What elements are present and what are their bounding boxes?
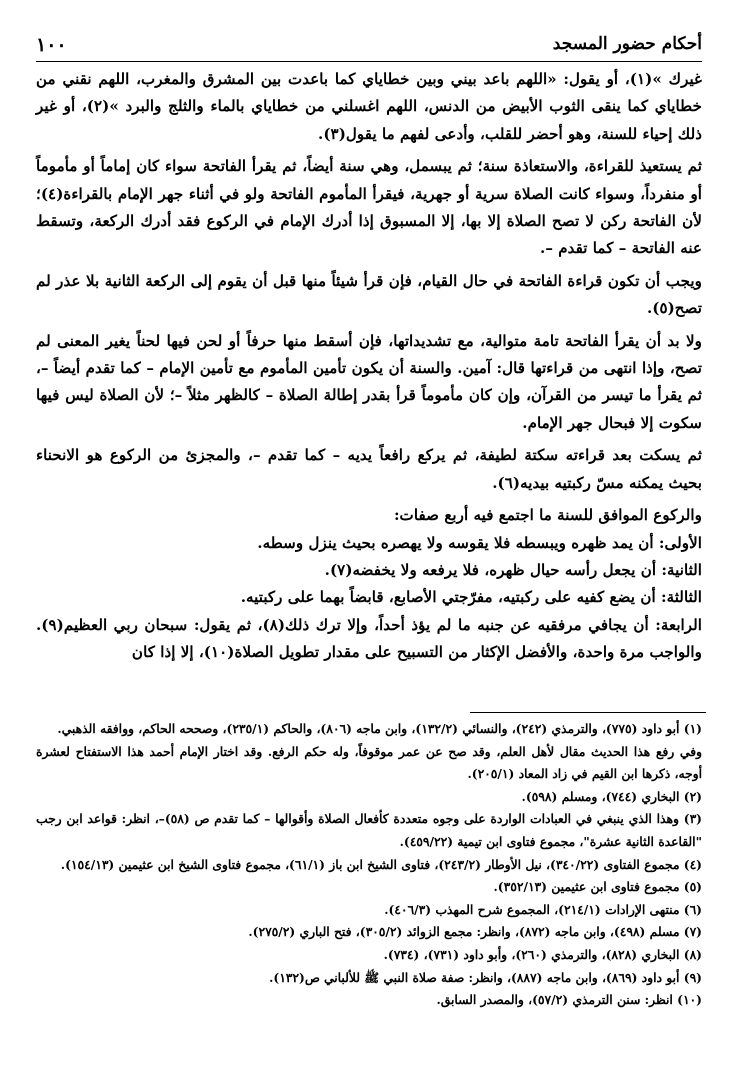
running-header — [36, 34, 702, 58]
paragraph: ثم يسكت بعد قراءته سكتة لطيفة، ثم يركع رافعاً يديه – كما تقدم –، والمجزئ من الركوع هو الانحناء بحيث يمكنه مسّ ركبتيه بيديه(٦). — [36, 446, 702, 492]
page-number: ١٠٠ — [36, 34, 67, 56]
book-title: أحكام حضور المسجد — [552, 34, 702, 54]
footnote: (٤) مجموع الفتاوى (٣٤٠/٢٢)، نيل الأوطار (٢٤٣/٢)، فتاوى الشيخ ابن باز (٦١/١)، مجموع فتاوى الشيخ ابن عثيمين (١٥٤/١٣). — [60, 856, 702, 872]
paragraph: الرابعة: أن يجافي مرفقيه عن جنبه ما لم يؤذ أحداً، وإلا ترك ذلك(٨)، ثم يقول: سبحان ربي العظيم(٩). والواجب مرة واحدة، والأفضل الإكثار من التسبيح على مقدار تطويل الصلاة(١٠)، إلا إذا كان — [36, 615, 702, 662]
paragraph: ولا بد أن يقرأ الفاتحة تامة متوالية، مع تشديداتها، فإن أسقط منها حرفاً أو لحن فيها لحناً يغير المعنى لم تصح، وإذا انتهى من قراءتها قال: آمين. والسنة أن يكون تأمين المأموم مع تأمين الإمام – كما تقدم أيضاً –، ثم يقرأ ما تيسر من القرآن، وإن كان مأموماً قرأ بقدر إطالة الصلاة – كالظهر مثلاً –؛ لأن الصلاة ليس فيها سكوت إلا فبحال جهر الإمام. — [36, 331, 702, 432]
paragraph: الثالثة: أن يضع كفيه على ركبتيه، مفرّجتي الأصابع، قابضاً بهما على ركبتيه. — [240, 588, 702, 607]
paragraph: الأولى: أن يمد ظهره ويبسطه فلا يقوسه ولا يهصره بحيث ينزل وسطه. — [257, 533, 702, 552]
paragraph: ويجب أن تكون قراءة الفاتحة في حال القيام، فإن قرأ شيئاً منها قبل أن يقوم إلى الركعة الثانية بلا عذر لم تصح(٥). — [36, 271, 702, 318]
footnote: (٨) البخاري (٨٢٨)، والترمذي (٢٦٠)، وأبو داود (٧٣١)، (٧٣٤). — [383, 946, 702, 962]
paragraph: غيرك »(١)، أو يقول: «اللهم باعد بيني وبين خطاياي كما باعدت بين المشرق والمغرب، اللهم نقني من خطاياي كما ينقى الثوب الأبيض من الدنس، اللهم اغسلني من خطاياي بالماء والثلج والبرد »(٢)، أو غير ذلك إحياء للسنة، وهو أحضر للقلب، وأدعى لفهم ما يقول(٣). — [36, 70, 703, 143]
paragraph: والركوع الموافق للسنة ما اجتمع فيه أربع صفات: — [393, 506, 702, 525]
footnote: (٩) أبو داود (٨٦٩)، وابن ماجه (٨٨٧)، وانظر: صفة صلاة النبي ﷺ للألباني ص(١٣٢). — [269, 969, 702, 985]
footnote-rule — [470, 712, 706, 713]
footnote: وفي رفع هذا الحديث مقال لأهل العلم، وقد صح عن عمر موقوفاً، وله حكم الرفع. وقد اختار الإمام أحمد هذا الاستفتاح لعشرة أوجه، ذكرها ابن القيم في زاد المعاد (٢٠٥/١). — [36, 743, 702, 782]
footnote: (٧) مسلم (٤٩٨)، وابن ماجه (٨٧٢)، وانظر: مجمع الزوائد (٣٠٥/٢)، فتح الباري (٢٧٥/٢). — [248, 924, 702, 940]
footnote: (١) أبو داود (٧٧٥)، والترمذي (٢٤٢)، والنسائي (١٣٢/٢)، وابن ماجه (٨٠٦)، والحاكم (٢٣٥/١)، وصححه الحاكم، ووافقه الذهبي. — [57, 721, 702, 736]
footnote: (٥) مجموع فتاوى ابن عثيمين (٣٥٢/١٣). — [493, 879, 702, 895]
footnote: (٦) منتهى الإرادات (٢١٤/١)، المجموع شرح المهذب (٤٠٦/٣). — [384, 901, 702, 917]
paragraph: ثم يستعيذ للقراءة، والاستعاذة سنة؛ ثم يبسمل، وهي سنة أيضاً، ثم يقرأ الفاتحة سواء كان إماماً أو مأموماً أو منفرداً، وسواء كانت الصلاة سرية أو جهرية، فيقرأ المأموم الفاتحة ولو في أثناء جهر الإمام بالقراءة(٤)؛ لأن الفاتحة ركن لا تصح الصلاة إلا بها، إلا المسبوق إذا أدرك الإمام في الركوع فقد أدرك الركعة، وتسقط عنه الفاتحة – كما تقدم –. — [36, 157, 702, 258]
paragraph: الثانية: أن يجعل رأسه حيال ظهره، فلا يرفعه ولا يخفضه(٧). — [324, 560, 702, 579]
main-text — [36, 66, 702, 667]
footnote: (١٠) انظر: سنن الترمذي (٥٧/٢)، والمصدر السابق. — [436, 992, 702, 1008]
footnote: (٢) البخاري (٧٤٤)، ومسلم (٥٩٨). — [521, 788, 702, 804]
footnotes — [36, 718, 702, 1012]
footnote: (٣) وهذا الذي ينبغي في العبادات الواردة على وجوه متعددة كأفعال الصلاة وأقوالها – كما تقدم ص (٥٨)–، انظر: قواعد ابن رجب "القاعدة الثانية عشرة"، مجموع فتاوى ابن تيمية (٤٥٩/٢٢). — [36, 811, 702, 849]
header-rule — [36, 61, 702, 62]
